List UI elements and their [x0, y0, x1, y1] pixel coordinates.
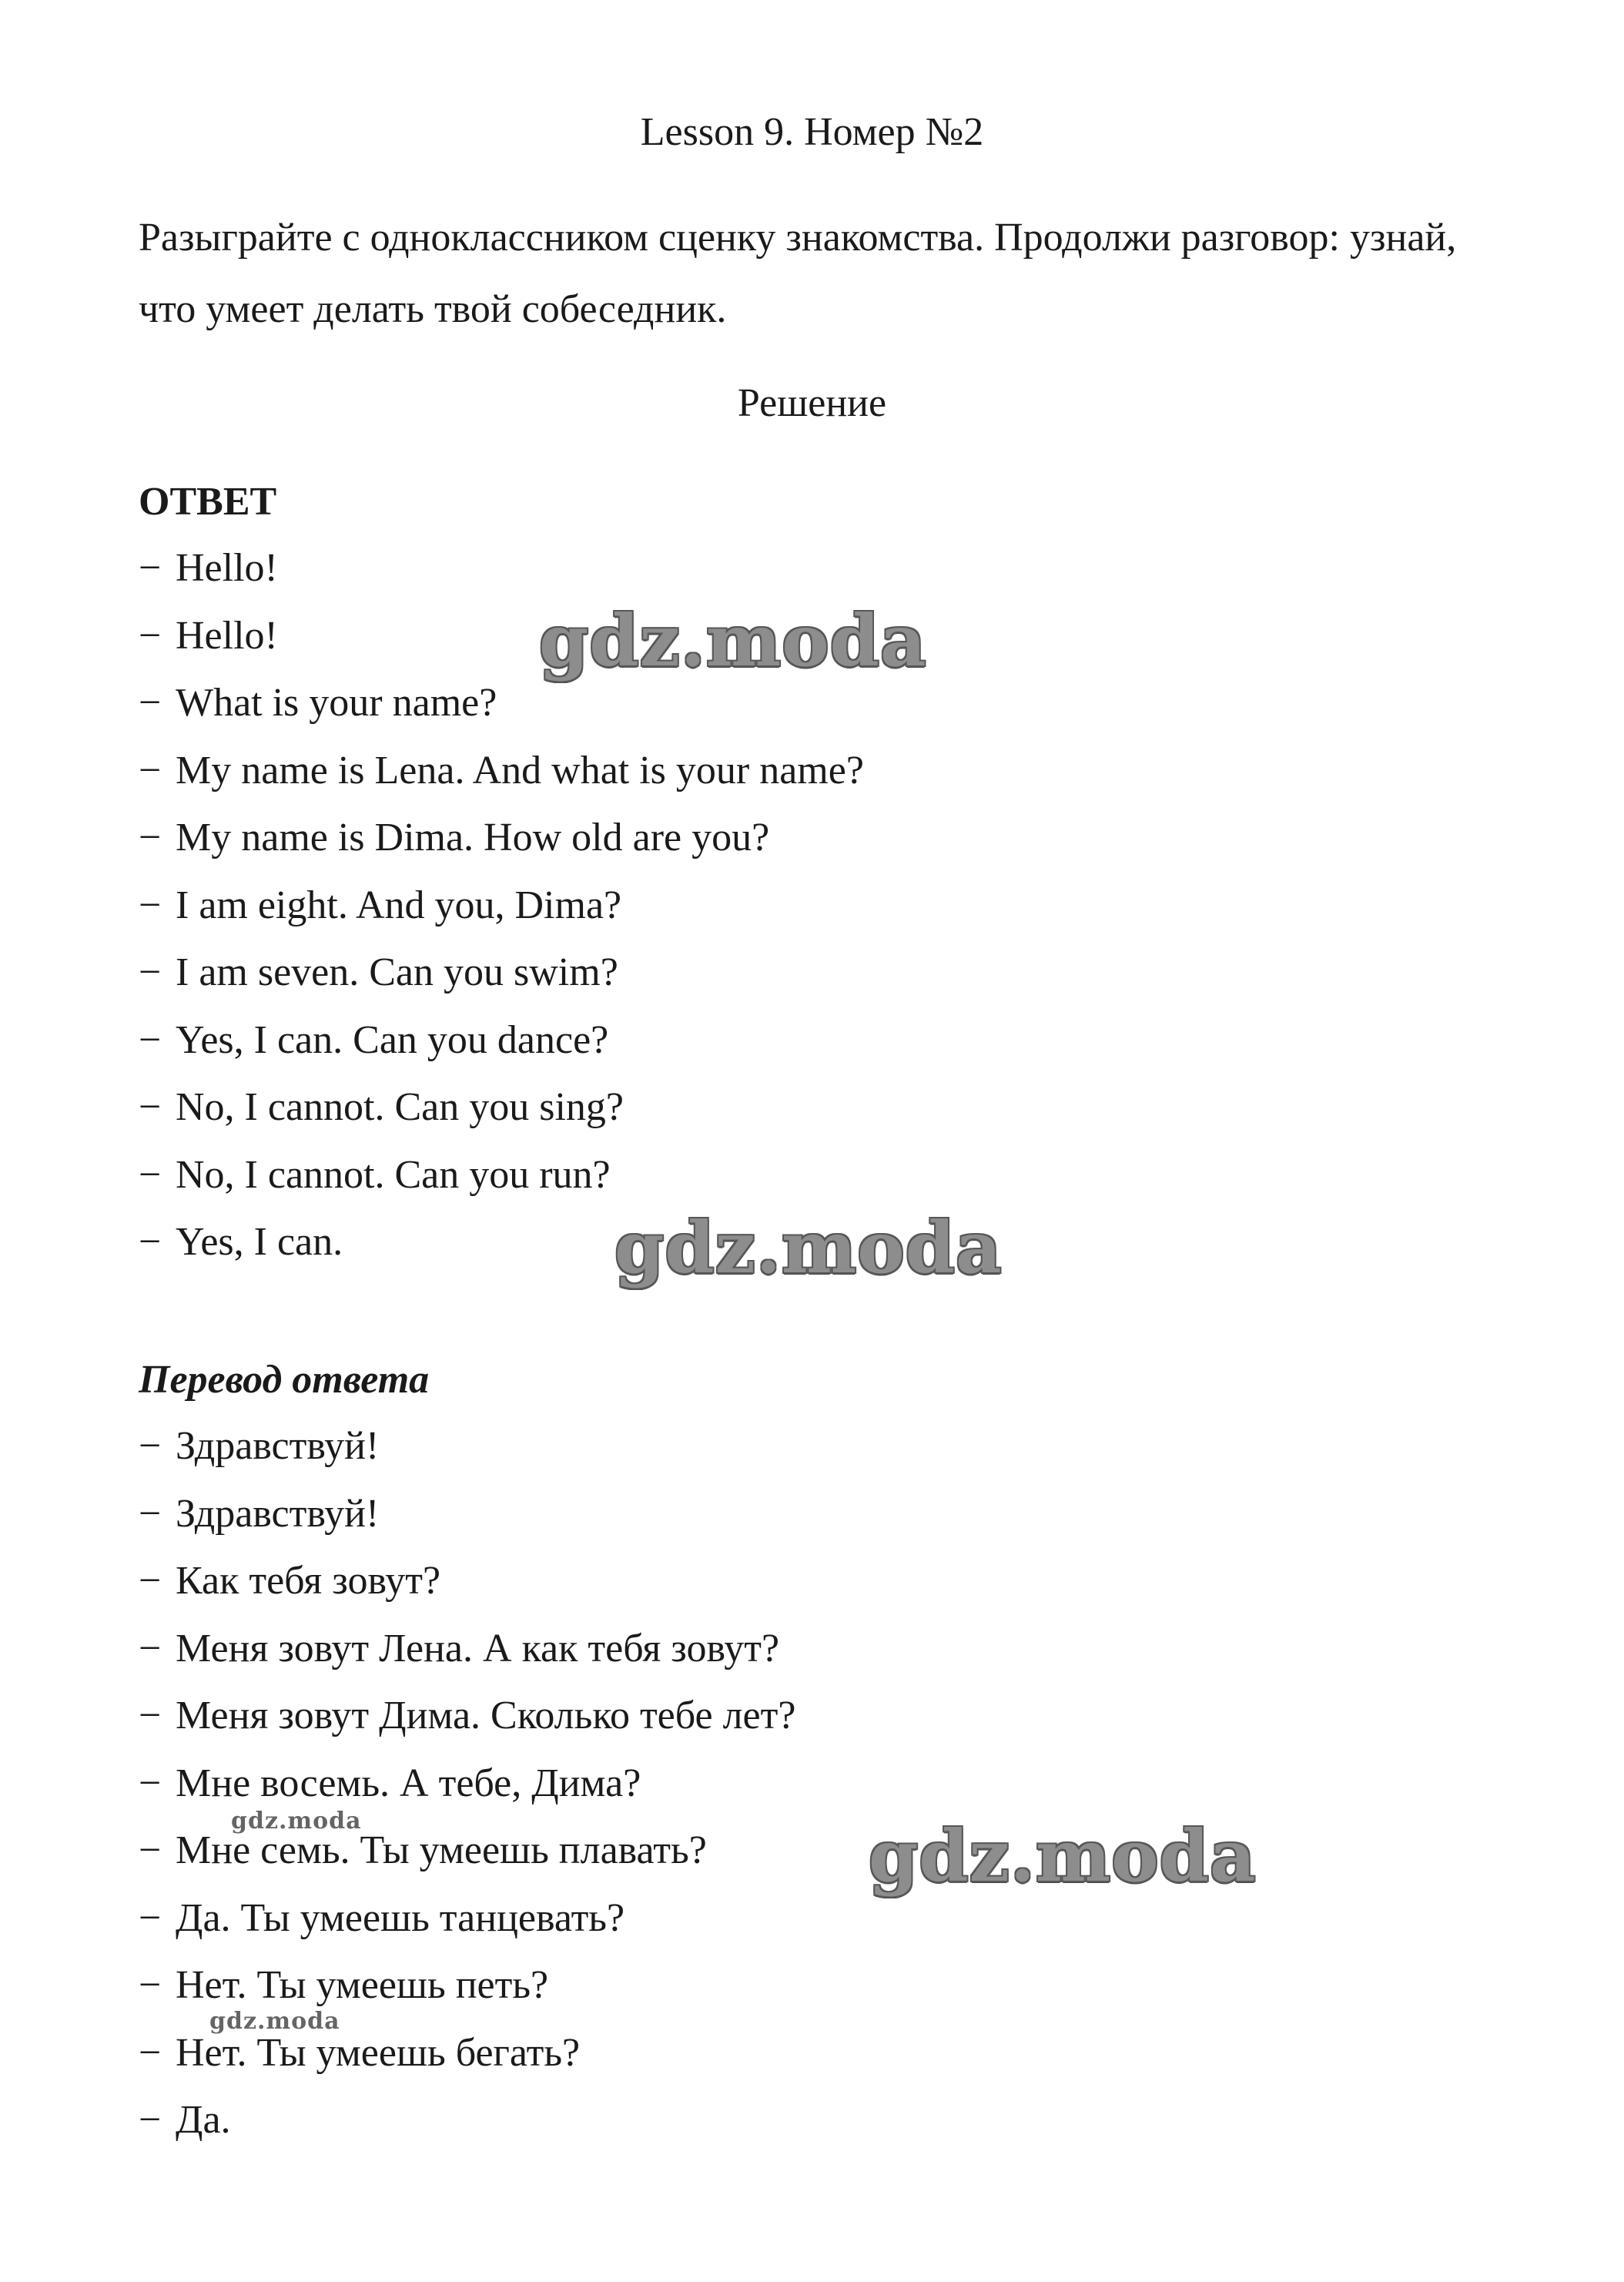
dialogue-line: [139, 679, 864, 746]
page-title: Lesson 9. Номер №2: [640, 110, 984, 154]
dialogue-text: I am seven. Can you swim?: [176, 950, 618, 994]
solution-label: Решение: [737, 381, 887, 425]
dialogue-line: [139, 1557, 795, 1624]
dash-marker: −: [139, 1491, 162, 1536]
task-text: Разыграйте с одноклассником сценку знакомства. Продолжи разговор: узнай, что умеет делать твой собеседник.: [139, 216, 1457, 331]
dash-marker: −: [139, 2030, 162, 2075]
dash-marker: −: [139, 1626, 162, 1670]
dash-marker: −: [139, 1152, 162, 1197]
dialogue-line: [139, 1083, 864, 1151]
dialogue-text: Нет. Ты умеешь петь?: [176, 1963, 549, 2007]
dialogue-line: [139, 1489, 795, 1557]
dialogue-line: [139, 2029, 795, 2096]
dash-marker: −: [139, 1017, 162, 1062]
dash-marker: −: [139, 2098, 162, 2142]
dialogue-line: [139, 746, 864, 814]
dash-marker: −: [139, 748, 162, 793]
dash-marker: −: [139, 1085, 162, 1129]
dialogue-text: Hello!: [176, 613, 278, 658]
dialogue-text: Меня зовут Дима. Сколько тебе лет?: [176, 1694, 796, 1737]
dialogue-text: Как тебя зовут?: [176, 1559, 441, 1603]
dialogue-line: [139, 1826, 795, 1894]
watermark: gdz.moda: [209, 2008, 340, 2035]
dialogue-text: My name is Lena. And what is your name?: [176, 748, 864, 793]
dialogue-text: I am eight. And you, Dima?: [176, 883, 622, 927]
dialogue-text: Да.: [176, 2098, 231, 2142]
dialogue-line: [139, 1016, 864, 1084]
dash-marker: −: [139, 681, 162, 725]
dialogue-text: Здравствуй!: [176, 1424, 380, 1468]
dialogue-text: Yes, I can.: [176, 1220, 343, 1264]
dialogue-text: My name is Dima. How old are you?: [176, 816, 770, 860]
dialogue-line: [139, 881, 864, 949]
watermark: gdz.moda: [614, 1206, 1003, 1289]
dash-marker: −: [139, 883, 162, 927]
dash-marker: −: [139, 1828, 162, 1872]
watermark: gdz.moda: [231, 1808, 362, 1835]
dialogue-text: Yes, I can. Can you dance?: [176, 1017, 609, 1062]
dash-marker: −: [139, 950, 162, 994]
dialogue-text: Да. Ты умеешь танцевать?: [176, 1895, 625, 1940]
dialogue-text: No, I cannot. Can you sing?: [176, 1085, 624, 1129]
dash-marker: −: [139, 816, 162, 860]
dialogue-line: [139, 2096, 795, 2163]
watermark: gdz.moda: [869, 1815, 1257, 1898]
dialogue-line: [139, 1894, 795, 1962]
dash-marker: −: [139, 613, 162, 658]
dash-marker: −: [139, 1559, 162, 1603]
dialogue-line: [139, 813, 864, 881]
dash-marker: −: [139, 1963, 162, 2007]
translation-dialogue: [139, 1422, 795, 2163]
translation-heading: Перевод ответа: [139, 1358, 430, 1402]
dialogue-text: Здравствуй!: [176, 1491, 380, 1536]
dash-marker: −: [139, 1761, 162, 1805]
dialogue-line: [139, 1624, 795, 1692]
dash-marker: −: [139, 546, 162, 590]
dialogue-text: Нет. Ты умеешь бегать?: [176, 2030, 581, 2075]
dash-marker: −: [139, 1220, 162, 1264]
dialogue-text: Мне семь. Ты умеешь плавать?: [176, 1828, 707, 1872]
dialogue-text: Hello!: [176, 546, 278, 590]
dialogue-line: [139, 1422, 795, 1489]
answer-heading: ОТВЕТ: [139, 480, 277, 524]
dialogue-line: [139, 1691, 795, 1759]
dash-marker: −: [139, 1694, 162, 1737]
dialogue-line: [139, 948, 864, 1016]
dialogue-text: Мне восемь. А тебе, Дима?: [176, 1761, 641, 1805]
dialogue-text: Меня зовут Лена. А как тебя зовут?: [176, 1626, 780, 1670]
dialogue-text: What is your name?: [176, 681, 497, 725]
dash-marker: −: [139, 1424, 162, 1468]
dialogue-text: No, I cannot. Can you run?: [176, 1152, 611, 1197]
dash-marker: −: [139, 1895, 162, 1940]
watermark: gdz.moda: [539, 599, 927, 682]
